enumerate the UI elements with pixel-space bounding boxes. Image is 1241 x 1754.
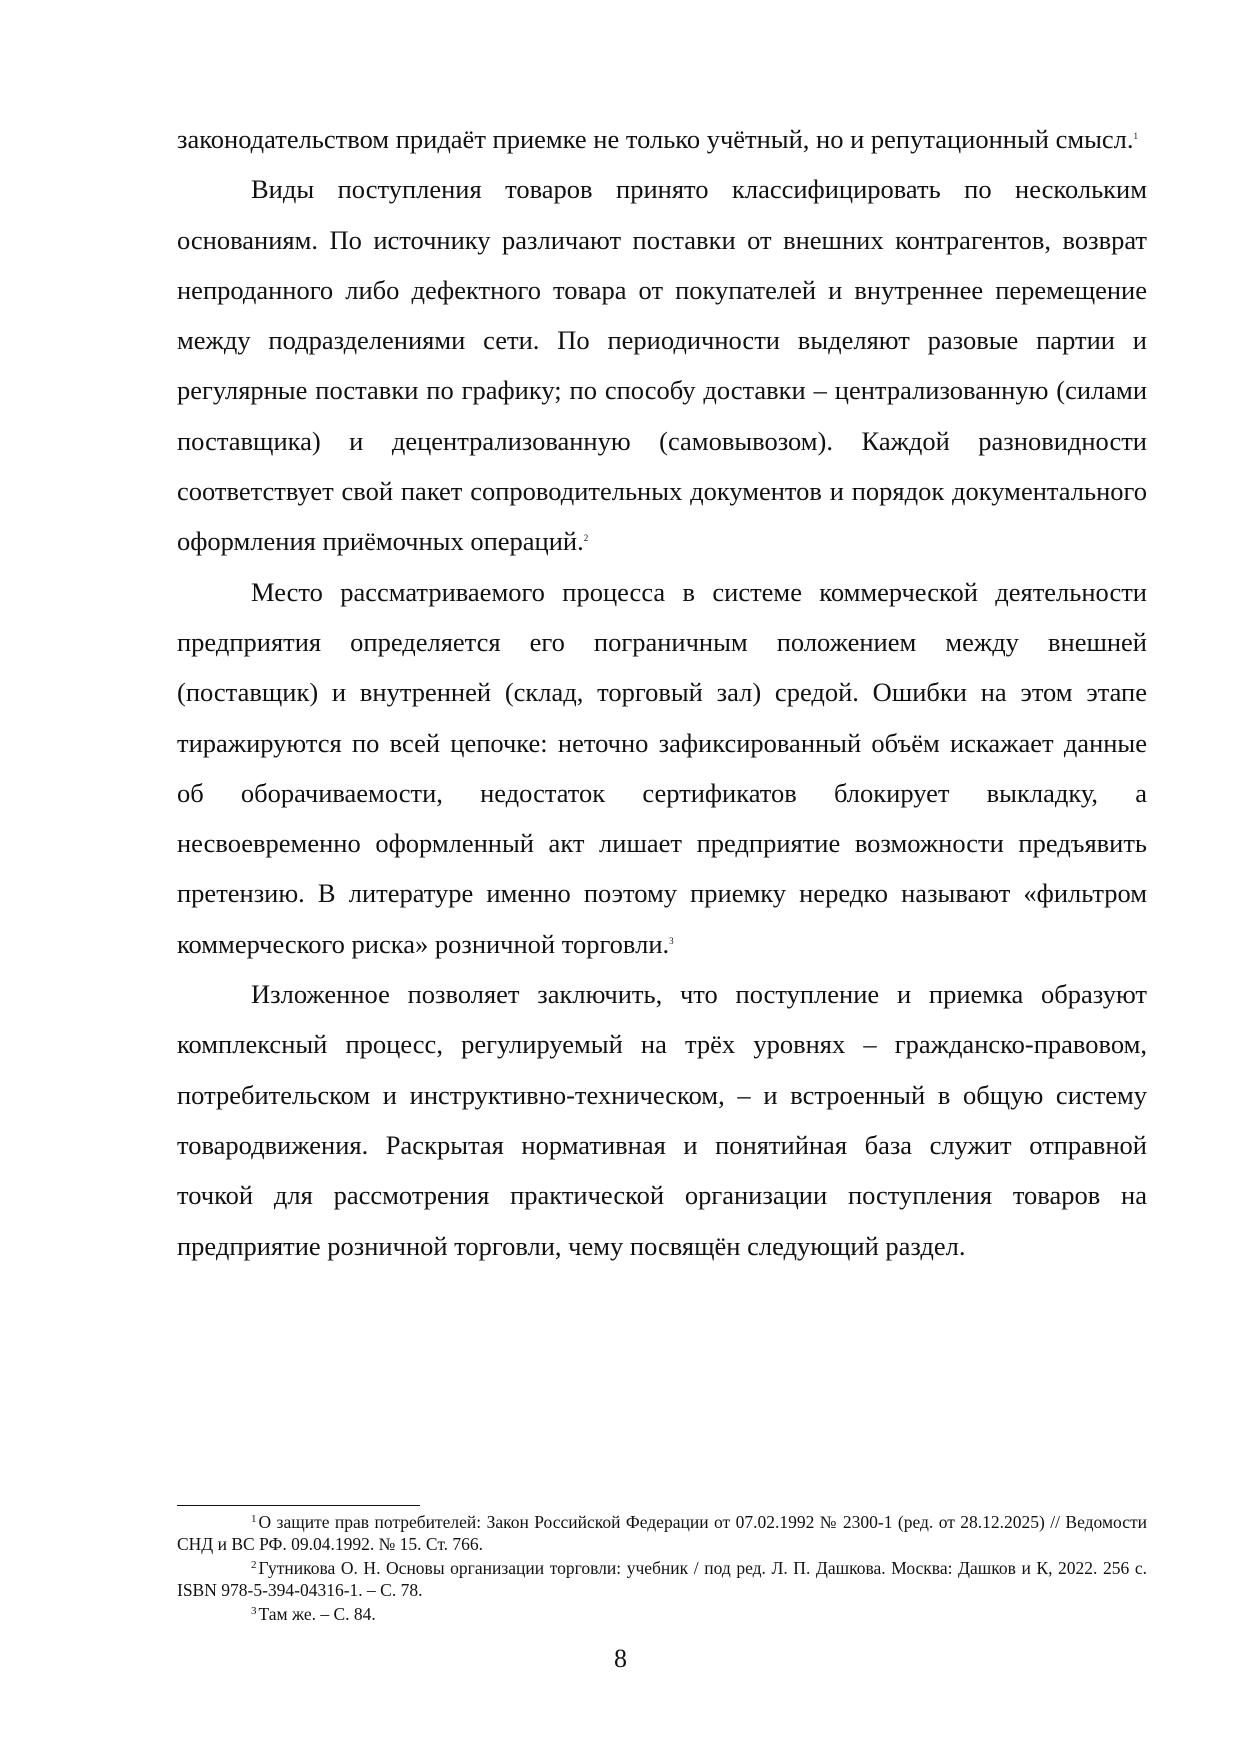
paragraph-text: Виды поступления товаров принято классифицировать по нескольким основаниям. По источнику различают поставки от внешних контрагентов, возврат непроданного либо дефектного товара от покупателей и внутреннее перемещение между подразделениями сети. По периодичности выделяют разовые партии и регулярные поставки по графику; по способу доставки – централизованную (силами поставщика) и децентрализованную (самовывозом). Каждой разновидности соответствует свой пакет сопроводительных документов и порядок документального оформления приёмочных операций. [177,174,1147,557]
footnote-mark: 1 [251,1513,257,1525]
footnote-reference[interactable]: 2 [583,533,589,544]
body-text [177,114,1147,1271]
footnote-reference[interactable]: 3 [669,935,674,946]
paragraph-types-of-receipt [177,164,1147,566]
paragraph-continued [177,114,1147,164]
page-number: 8 [614,1644,627,1673]
footnote-item [177,1558,1147,1601]
paragraph-conclusion [177,969,1147,1271]
footnote-mark: 3 [251,1605,257,1617]
footnote-mark: 2 [251,1559,257,1571]
footnote-text: Гутникова О. Н. Основы организации торговли: учебник / под ред. Л. П. Дашкова. Москва: Дашков и К, 2022. 256 с. ISBN 978-5-394-04316-1. – С. 78. [177,1558,1147,1600]
paragraph-text: Место рассматриваемого процесса в системе коммерческой деятельности предприятия определяется его пограничным положением между внешней (поставщик) и внутренней (склад, торговый зал) средой. Ошибки на этом этапе тиражируются по всей цепочке: неточно зафиксированный объём искажает данные об оборачиваемости, недостаток сертификатов блокирует выкладку, а несвоевременно оформленный акт лишает предприятие возможности предъявить претензию. В литературе именно поэтому приемку нередко называют «фильтром коммерческого риска» розничной торговли. [177,576,1147,959]
footnote-text: Там же. – С. 84. [258,1604,376,1624]
footnotes [177,1512,1147,1629]
footnote-item [177,1604,1147,1626]
footnote-text: О защите прав потребителей: Закон Российской Федерации от 07.02.1992 № 2300-1 (ред. от 28.12.2025) // Ведомости СНД и ВС РФ. 09.04.1992. № 15. Ст. 766. [177,1512,1147,1554]
footnote-separator [177,1505,420,1506]
paragraph-process-place [177,567,1147,969]
footnote-reference[interactable]: 1 [1133,131,1139,141]
footnote-item [177,1512,1147,1555]
paragraph-text: Изложенное позволяет заключить, что поступление и приемка образуют комплексный процесс, регулируемый на трёх уровнях – гражданско-правовом, потребительском и инструктивно-техническом, – и встроенный в общую систему товародвижения. Раскрытая нормативная и понятийная база служит отправной точкой для рассмотрения практической организации поступления товаров на предприятие розничной торговли, чему посвящён следующий раздел. [177,979,1147,1261]
paragraph-text: законодательством придаёт приемке не только учётный, но и репутационный смысл. [177,124,1134,154]
